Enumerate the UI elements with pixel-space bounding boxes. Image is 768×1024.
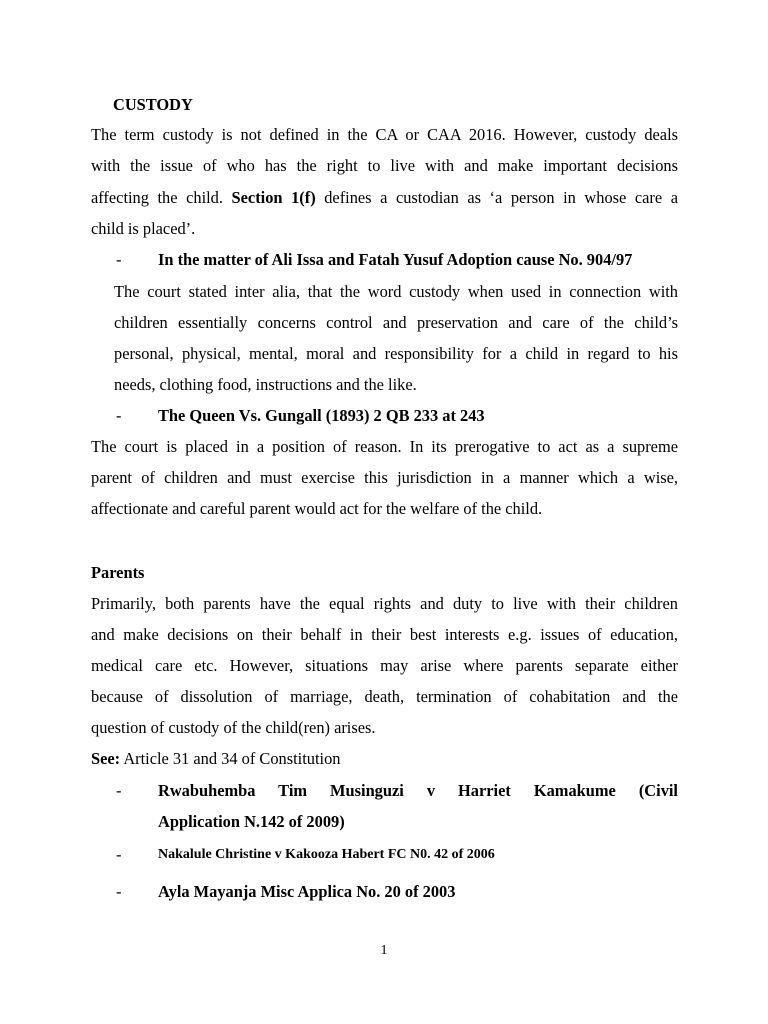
case1-line-1: The court stated inter alia, that the word custody when used in connection with [114,282,678,301]
case2-line-3: affectionate and careful parent would act for the welfare of the child. [91,499,543,518]
bullet-dash: - [116,250,122,269]
bullet-dash: - [116,781,122,800]
case2-line-1: The court is placed in a position of reason. In its prerogative to act as a supreme [91,437,678,456]
bullet-dash: - [116,845,122,864]
section-heading-custody: CUSTODY [113,95,193,114]
case1-line-2: children essentially concerns control and preservation and care of the child’s [114,313,678,332]
intro-line-3-start: affecting the child. [91,188,232,207]
case-nakalule: Nakalule Christine v Kakooza Habert FC N0. 42 of 2006 [158,847,495,862]
parents-line-4: because of dissolution of marriage, death, termination of cohabitation and the [91,687,678,706]
parents-line-2: and make decisions on their behalf in their best interests e.g. issues of education, [91,625,678,644]
case-title-ali-issa: In the matter of Ali Issa and Fatah Yusuf Adoption cause No. 904/97 [158,250,633,269]
case1-line-3: personal, physical, mental, moral and responsibility for a child in regard to his [114,344,678,363]
bullet-dash: - [116,882,122,901]
see-label: See: [91,749,121,768]
bullet-dash: - [116,406,122,425]
parents-line-5: question of custody of the child(ren) arises. [91,718,376,737]
see-reference [91,749,678,769]
intro-line-3-end: defines a custodian as ‘a person in whose care a [315,188,678,207]
parents-line-1: Primarily, both parents have the equal rights and duty to live with their children [91,594,678,613]
section-reference: Section 1(f) [231,188,316,207]
intro-line-2: with the issue of who has the right to live with and make important decisions [91,156,678,175]
see-text: Article 31 and 34 of Constitution [120,749,341,768]
case1-line-4: needs, clothing food, instructions and the like. [114,375,417,394]
case-rwabuhemba-line-1: Rwabuhemba Tim Musinguzi v Harriet Kamakume (Civil [158,781,678,800]
case-ayla-mayanja: Ayla Mayanja Misc Applica No. 20 of 2003 [158,882,456,901]
case2-line-2: parent of children and must exercise this jurisdiction in a manner which a wise, [91,468,678,487]
case-rwabuhemba-line-2: Application N.142 of 2009) [158,812,345,831]
intro-line-4: child is placed’. [91,219,196,238]
case-title-queen-gungall: The Queen Vs. Gungall (1893) 2 QB 233 at 243 [158,406,485,425]
intro-line-1: The term custody is not defined in the CA or CAA 2016. However, custody deals [91,125,678,144]
intro-line-3 [91,188,678,208]
page-number: 1 [380,943,388,958]
section-heading-parents: Parents [91,563,145,582]
parents-line-3: medical care etc. However, situations may arise where parents separate either [91,656,678,675]
